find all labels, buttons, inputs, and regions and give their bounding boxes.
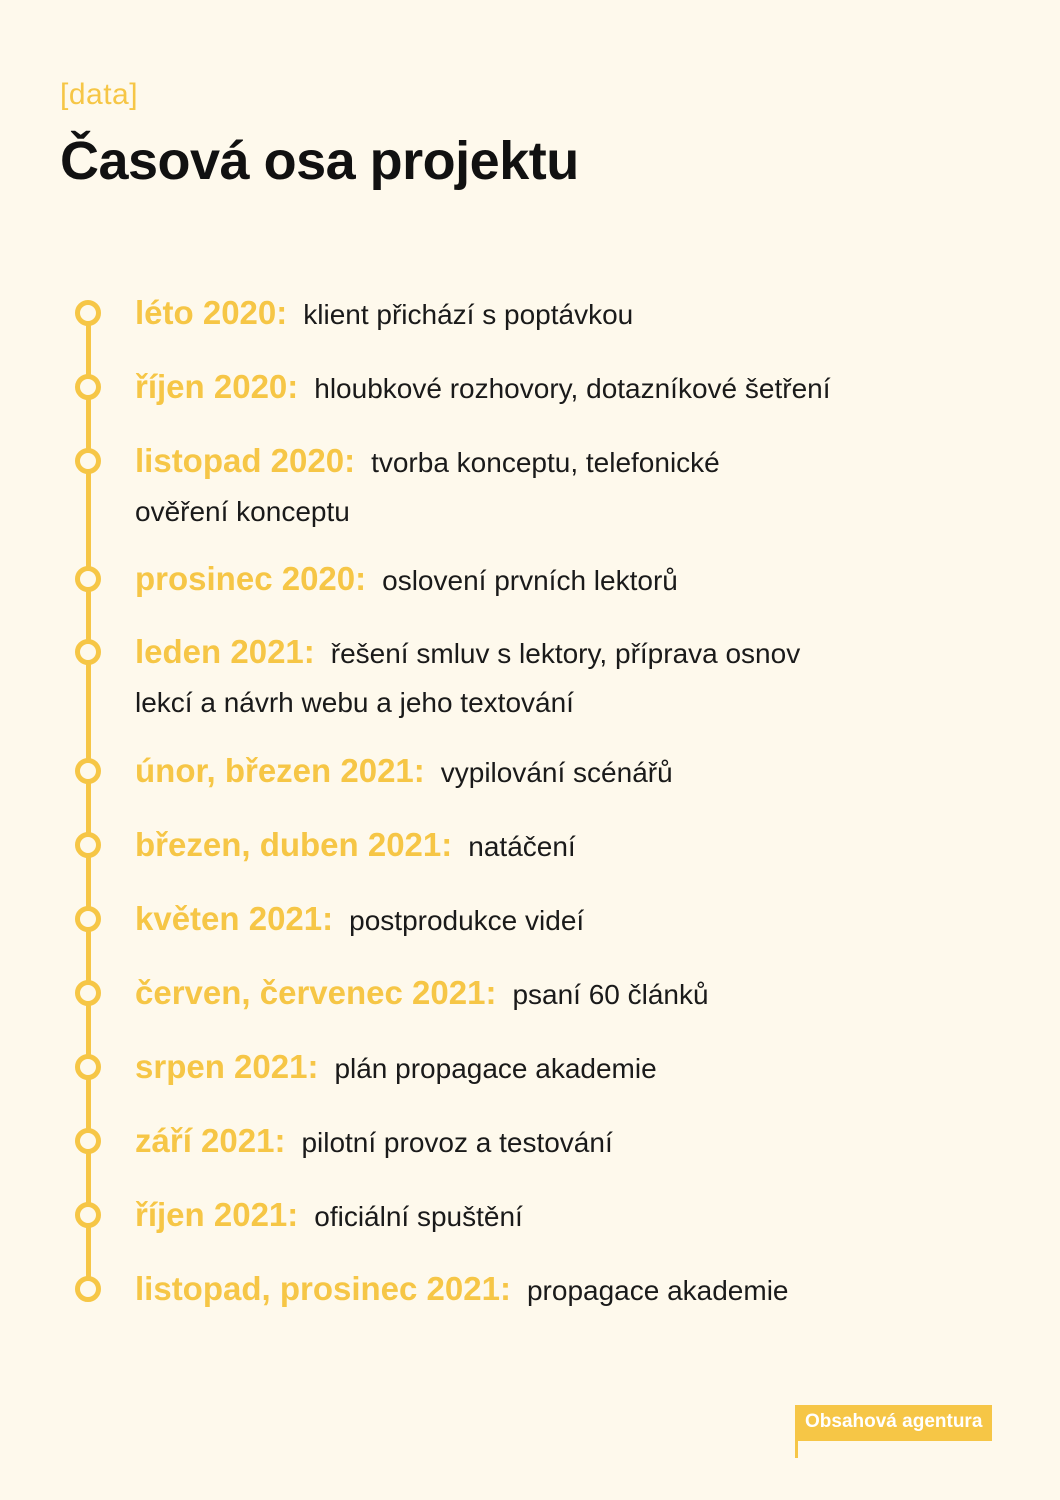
entry-date: říjen 2021: <box>135 1196 299 1233</box>
timeline-dot <box>75 906 101 932</box>
entry-date: říjen 2020: <box>135 368 299 405</box>
entry-date: květen 2021: <box>135 900 334 937</box>
timeline-dot <box>75 1054 101 1080</box>
entry-date: listopad 2020: <box>135 442 356 479</box>
timeline-entry <box>135 1193 925 1244</box>
timeline-dot <box>75 980 101 1006</box>
entry-text: klient přichází s poptávkou <box>303 299 634 330</box>
category-tag: [data] <box>60 78 139 111</box>
entry-text: oficiální spuštění <box>314 1201 523 1232</box>
entry-text: hloubkové rozhovory, dotazníkové šetření <box>314 373 831 404</box>
entry-date: léto 2020: <box>135 294 288 331</box>
timeline-dot <box>75 566 101 592</box>
entry-text: psaní 60 článků <box>512 979 709 1010</box>
timeline-dot <box>75 374 101 400</box>
entry-text: natáčení <box>468 831 576 862</box>
timeline-entry <box>135 749 925 800</box>
timeline-entry <box>135 1267 925 1318</box>
timeline-dot <box>75 1276 101 1302</box>
entry-text: propagace akademie <box>526 1275 789 1306</box>
entry-date: září 2021: <box>135 1122 286 1159</box>
entry-text: plán propagace akademie <box>334 1053 657 1084</box>
badge-stem <box>795 1436 798 1458</box>
entry-date: listopad, prosinec 2021: <box>135 1270 511 1307</box>
entry-date: prosinec 2020: <box>135 560 367 597</box>
timeline-entry <box>135 1119 925 1170</box>
timeline-entry <box>135 1045 925 1096</box>
timeline-entry <box>135 630 855 730</box>
page-title: Časová osa projektu <box>60 131 579 191</box>
timeline-entry <box>135 971 925 1022</box>
entry-text: oslovení prvních lektorů <box>382 565 678 596</box>
agency-badge: Obsahová agentura <box>795 1405 992 1441</box>
entry-date: únor, březen 2021: <box>135 752 425 789</box>
timeline-entry <box>135 823 925 874</box>
timeline-dot <box>75 300 101 326</box>
entry-text: postprodukce videí <box>349 905 585 936</box>
entry-date: červen, červenec 2021: <box>135 974 497 1011</box>
timeline-entry <box>135 291 925 342</box>
timeline-dot <box>75 448 101 474</box>
entry-text: pilotní provoz a testování <box>301 1127 613 1158</box>
entry-text: vypilování scénářů <box>440 757 673 788</box>
timeline-dot <box>75 639 101 665</box>
timeline-dot <box>75 1202 101 1228</box>
entry-date: leden 2021: <box>135 633 315 670</box>
entry-text: tvorba konceptu, telefonické ověření konceptu <box>135 447 720 527</box>
entry-date: březen, duben 2021: <box>135 826 453 863</box>
entry-text: řešení smluv s lektory, příprava osnov lekcí a návrh webu a jeho textování <box>135 638 801 718</box>
entry-date: srpen 2021: <box>135 1048 319 1085</box>
timeline-dot <box>75 1128 101 1154</box>
timeline-entry <box>135 557 925 608</box>
timeline-dot <box>75 758 101 784</box>
timeline-entry <box>135 439 795 539</box>
timeline-entry <box>135 897 925 948</box>
timeline-entry <box>135 365 925 416</box>
timeline-dot <box>75 832 101 858</box>
